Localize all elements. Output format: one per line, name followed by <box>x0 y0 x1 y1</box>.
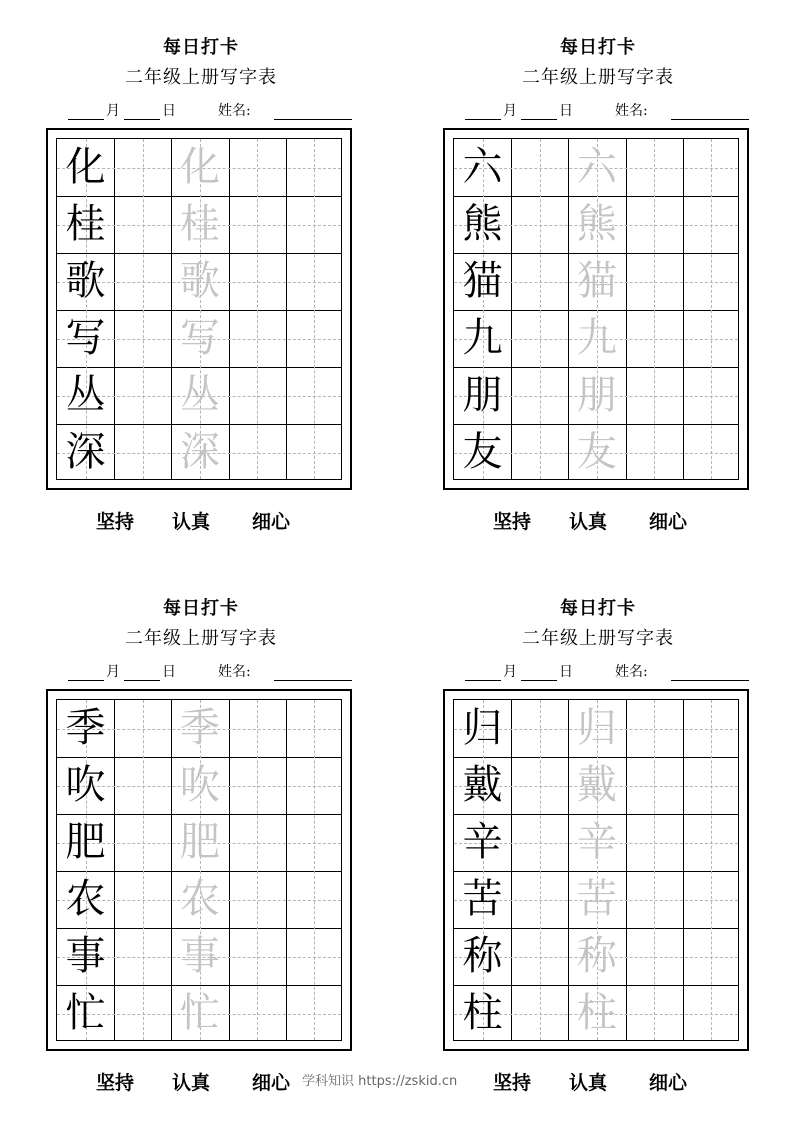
name-blank[interactable] <box>671 666 749 681</box>
date-name-line <box>443 664 753 684</box>
model-character: 友 <box>462 429 503 475</box>
name-blank[interactable] <box>274 666 352 681</box>
card-subtitle: 二年级上册写字表 <box>522 628 674 649</box>
day-blank[interactable] <box>521 105 557 120</box>
trace-character: 写 <box>179 315 220 361</box>
grid-guide-line <box>143 139 144 479</box>
grid-guide-line <box>314 139 315 479</box>
practice-card <box>46 594 356 1094</box>
motto-word: 坚持 <box>493 511 532 533</box>
trace-character: 忙 <box>179 990 220 1036</box>
month-label: 月 <box>106 664 120 680</box>
grid-column-line <box>229 700 230 1040</box>
motto-word: 认真 <box>172 511 211 533</box>
grid-column-line <box>683 700 684 1040</box>
day-label: 日 <box>162 103 176 119</box>
day-blank[interactable] <box>521 666 557 681</box>
model-character: 猫 <box>462 258 503 304</box>
grid-guide-line <box>143 700 144 1040</box>
trace-character: 苦 <box>576 876 617 922</box>
grid-column-line <box>114 700 115 1040</box>
card-subtitle: 二年级上册写字表 <box>522 67 674 88</box>
grid-guide-line <box>257 700 258 1040</box>
trace-character: 熊 <box>576 201 617 247</box>
month-label: 月 <box>106 103 120 119</box>
model-character: 归 <box>462 705 503 751</box>
month-blank[interactable] <box>465 666 501 681</box>
trace-character: 称 <box>576 933 617 979</box>
trace-character: 农 <box>179 876 220 922</box>
writing-grid-frame <box>443 689 749 1051</box>
card-title: 每日打卡 <box>163 598 239 619</box>
grid-guide-line <box>711 700 712 1040</box>
trace-character: 朋 <box>576 372 617 418</box>
grid-guide-line <box>540 139 541 479</box>
model-character: 深 <box>65 429 106 475</box>
day-label: 日 <box>559 103 573 119</box>
day-blank[interactable] <box>124 105 160 120</box>
grid-guide-line <box>257 139 258 479</box>
day-blank[interactable] <box>124 666 160 681</box>
name-blank[interactable] <box>274 105 352 120</box>
grid-column-line <box>114 139 115 479</box>
writing-grid <box>453 138 739 480</box>
model-character: 歌 <box>65 258 106 304</box>
grid-column-line <box>511 700 512 1040</box>
trace-character: 肥 <box>179 819 220 865</box>
trace-character: 吹 <box>179 762 220 808</box>
writing-grid-frame <box>46 128 352 490</box>
model-character: 戴 <box>462 762 503 808</box>
model-character: 九 <box>462 315 503 361</box>
name-label: 姓名: <box>218 664 251 680</box>
grid-guide-line <box>711 139 712 479</box>
model-character: 肥 <box>65 819 106 865</box>
trace-character: 猫 <box>576 258 617 304</box>
card-title: 每日打卡 <box>560 37 636 58</box>
motto-word: 细心 <box>649 1072 688 1094</box>
trace-character: 季 <box>179 705 220 751</box>
practice-card <box>443 594 753 1094</box>
grid-column-line <box>286 139 287 479</box>
month-label: 月 <box>503 664 517 680</box>
practice-card <box>46 33 356 533</box>
trace-character: 归 <box>576 705 617 751</box>
name-blank[interactable] <box>671 105 749 120</box>
trace-character: 深 <box>179 429 220 475</box>
model-character: 吹 <box>65 762 106 808</box>
motto-word: 坚持 <box>96 511 135 533</box>
motto-word: 认真 <box>172 1072 211 1094</box>
motto-word: 认真 <box>569 1072 608 1094</box>
motto-word: 认真 <box>569 511 608 533</box>
trace-character: 事 <box>179 933 220 979</box>
model-character: 忙 <box>65 990 106 1036</box>
trace-character: 丛 <box>179 372 220 418</box>
writing-grid-frame <box>443 128 749 490</box>
card-subtitle: 二年级上册写字表 <box>125 67 277 88</box>
grid-guide-line <box>654 139 655 479</box>
trace-character: 六 <box>576 144 617 190</box>
trace-character: 化 <box>179 144 220 190</box>
model-character: 六 <box>462 144 503 190</box>
month-label: 月 <box>503 103 517 119</box>
grid-guide-line <box>654 700 655 1040</box>
model-character: 化 <box>65 144 106 190</box>
grid-column-line <box>511 139 512 479</box>
grid-column-line <box>626 700 627 1040</box>
motto-word: 坚持 <box>96 1072 135 1094</box>
grid-guide-line <box>314 700 315 1040</box>
trace-character: 桂 <box>179 201 220 247</box>
grid-guide-line <box>540 700 541 1040</box>
grid-column-line <box>286 700 287 1040</box>
writing-grid <box>56 699 342 1041</box>
trace-character: 友 <box>576 429 617 475</box>
grid-column-line <box>229 139 230 479</box>
model-character: 朋 <box>462 372 503 418</box>
model-character: 辛 <box>462 819 503 865</box>
practice-card <box>443 33 753 533</box>
model-character: 苦 <box>462 876 503 922</box>
model-character: 事 <box>65 933 106 979</box>
model-character: 称 <box>462 933 503 979</box>
card-subtitle: 二年级上册写字表 <box>125 628 277 649</box>
motto-word: 细心 <box>252 511 291 533</box>
month-blank[interactable] <box>68 105 104 120</box>
month-blank[interactable] <box>68 666 104 681</box>
date-name-line <box>46 664 356 684</box>
model-character: 丛 <box>65 372 106 418</box>
motto-word: 坚持 <box>493 1072 532 1094</box>
model-character: 写 <box>65 315 106 361</box>
model-character: 桂 <box>65 201 106 247</box>
name-label: 姓名: <box>615 103 648 119</box>
model-character: 熊 <box>462 201 503 247</box>
writing-grid <box>56 138 342 480</box>
model-character: 农 <box>65 876 106 922</box>
date-name-line <box>443 103 753 123</box>
name-label: 姓名: <box>218 103 251 119</box>
card-title: 每日打卡 <box>163 37 239 58</box>
writing-grid <box>453 699 739 1041</box>
name-label: 姓名: <box>615 664 648 680</box>
month-blank[interactable] <box>465 105 501 120</box>
trace-character: 九 <box>576 315 617 361</box>
motto-word: 细心 <box>649 511 688 533</box>
day-label: 日 <box>559 664 573 680</box>
motto-word: 细心 <box>252 1072 291 1094</box>
grid-column-line <box>683 139 684 479</box>
model-character: 柱 <box>462 990 503 1036</box>
watermark-text: 学科知识 https://zskid.cn <box>302 1074 458 1089</box>
writing-grid-frame <box>46 689 352 1051</box>
trace-character: 歌 <box>179 258 220 304</box>
model-character: 季 <box>65 705 106 751</box>
date-name-line <box>46 103 356 123</box>
trace-character: 辛 <box>576 819 617 865</box>
trace-character: 柱 <box>576 990 617 1036</box>
day-label: 日 <box>162 664 176 680</box>
card-title: 每日打卡 <box>560 598 636 619</box>
trace-character: 戴 <box>576 762 617 808</box>
grid-column-line <box>626 139 627 479</box>
